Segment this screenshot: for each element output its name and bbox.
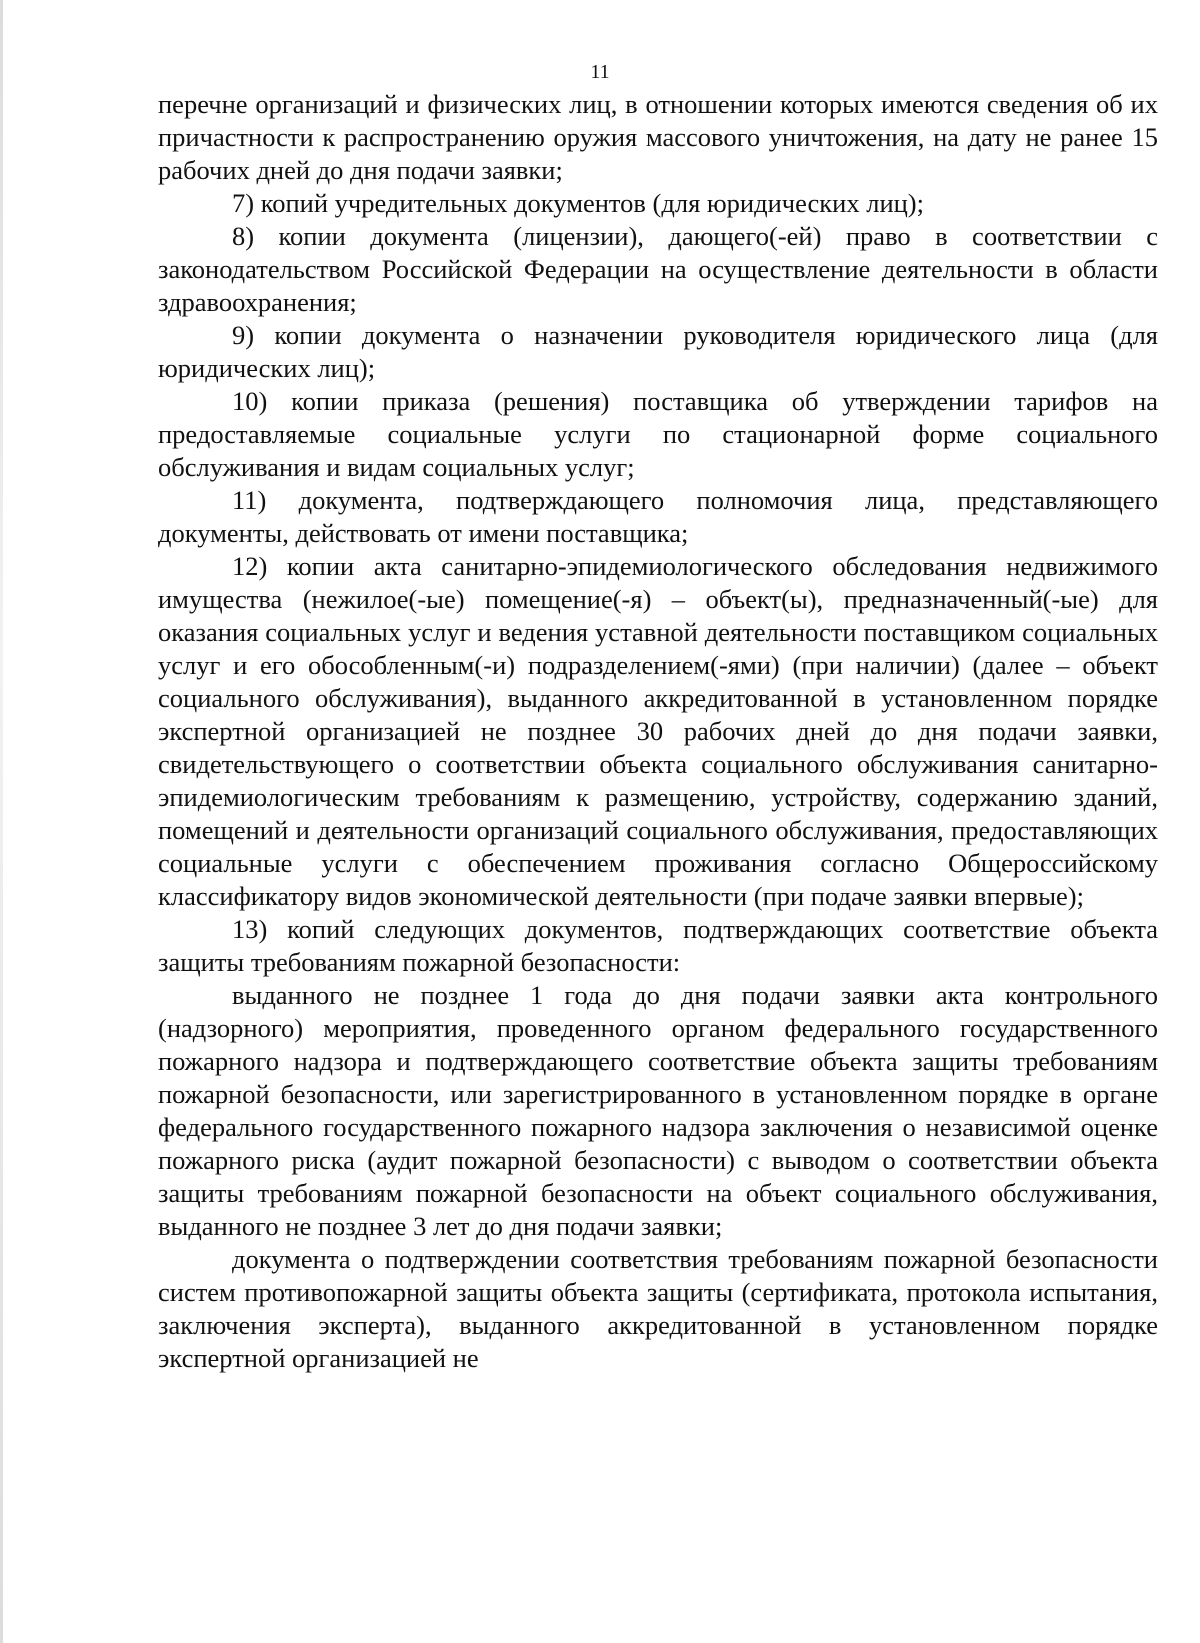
paragraph-item-8: 8) копии документа (лицензии), дающего(-ей) право в соответствии с законодательством Российской Федерации на осуществление деятельности в области здравоохранения; [158,221,1158,317]
paragraph-fire-inspection-act: выданного не позднее 1 года до дня подачи заявки акта контрольного (надзорного) мероприятия, проведенного органом федерального государственного пожарного надзора и подтверждающего соответствие объекта защиты требованиям пожарной безопасности, или зарегистрированного в установленном порядке в органе федерального государственного пожарного надзора заключения о независимой оценке пожарного риска (аудит пожарной безопасности) с выводом о соответствии объекта защиты требованиям пожарной безопасности на объект социального обслуживания, выданного не позднее 3 лет до дня подачи заявки; [158,980,1158,1241]
paragraph-fire-protection-certificate: документа о подтверждении соответствия требованиям пожарной безопасности систем противопожарной защиты объекта защиты (сертификата, протокола испытания, заключения эксперта), выданного аккредитованной в установленном порядке экспертной организацией не [158,1244,1158,1373]
paragraph-item-7: 7) копий учредительных документов (для юридических лиц); [232,188,924,218]
page-number: 11 [590,61,610,83]
paragraph-item-11: 11) документа, подтверждающего полномочия лица, представляющего документы, действовать от имени поставщика; [158,485,1158,548]
document-body [158,88,1158,1375]
paragraph-item-13: 13) копий следующих документов, подтверждающих соответствие объекта защиты требованиям пожарной безопасности: [158,914,1158,977]
paragraph-item-10: 10) копии приказа (решения) поставщика об утверждении тарифов на предоставляемые социальные услуги по стационарной форме социального обслуживания и видам социальных услуг; [158,386,1158,482]
scan-edge [0,0,3,1643]
paragraph-item-12: 12) копии акта санитарно-эпидемиологического обследования недвижимого имущества (нежилое(-ые) помещение(-я) – объект(ы), предназначенный(-ые) для оказания социальных услуг и ведения уставной деятельности поставщиком социальных услуг и его обособленным(-и) подразделением(-ями) (при наличии) (далее – объект социального обслуживания), выданного аккредитованной в установленном порядке экспертной организацией не позднее 30 рабочих дней до дня подачи заявки, свидетельствующего о соответствии объекта социального обслуживания санитарно-эпидемиологическим требованиям к размещению, устройству, содержанию зданий, помещений и деятельности организаций социального обслуживания, предоставляющих социальные услуги с обеспечением проживания согласно Общероссийскому классификатору видов экономической деятельности (при подаче заявки впервые); [158,551,1158,911]
paragraph-1: перечне организаций и физических лиц, в отношении которых имеются сведения об их причастности к распространению оружия массового уничтожения, на дату не ранее 15 рабочих дней до дня подачи заявки; [158,89,1158,185]
paragraph-item-9: 9) копии документа о назначении руководителя юридического лица (для юридических лиц); [158,320,1158,383]
